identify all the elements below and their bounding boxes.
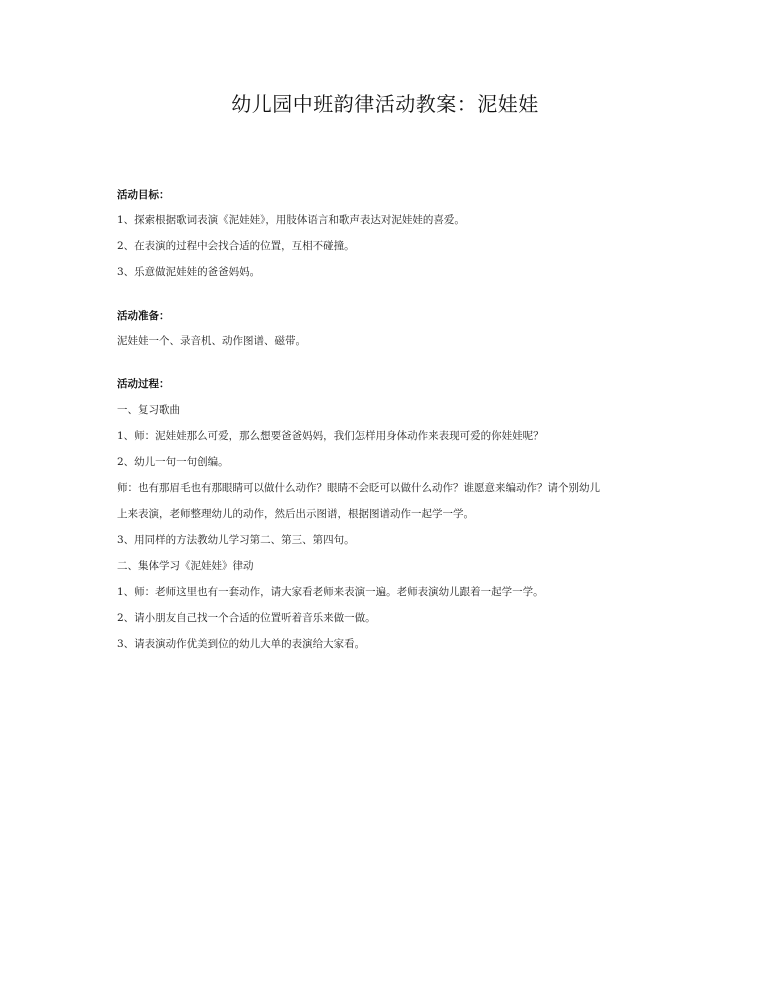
process-line: 二、集体学习《泥娃娃》律动 <box>117 560 254 572</box>
process-line: 1、师：泥娃娃那么可爱，那么想要爸爸妈妈，我们怎样用身体动作来表现可爱的你娃娃呢？ <box>117 430 544 442</box>
process-line: 3、请表演动作优美到位的幼儿大单的表演给大家看。 <box>117 638 366 650</box>
prep-heading: 活动准备： <box>117 310 170 322</box>
process-line: 1、师：老师这里也有一套动作，请大家看老师来表演一遍。老师表演幼儿跟着一起学一学。 <box>117 586 544 598</box>
document-title: 幼儿园中班韵律活动教案：泥娃娃 <box>231 92 539 116</box>
goals-heading: 活动目标： <box>117 189 170 201</box>
goal-item: 2、在表演的过程中会找合适的位置，互相不碰撞。 <box>117 240 355 252</box>
prep-text: 泥娃娃一个、录音机、动作图谱、磁带。 <box>117 335 306 347</box>
process-line: 师：也有那眉毛也有那眼睛可以做什么动作？眼睛不会眨可以做什么动作？谁愿意来编动作？请个别幼儿 <box>117 482 600 494</box>
process-line: 2、幼儿一句一句创编。 <box>117 456 229 468</box>
process-line: 上来表演，老师整理幼儿的动作，然后出示图谱，根据图谱动作一起学一学。 <box>117 508 474 520</box>
process-line: 3、用同样的方法教幼儿学习第二、第三、第四句。 <box>117 534 355 546</box>
goal-item: 3、乐意做泥娃娃的爸爸妈妈。 <box>117 266 261 278</box>
goal-item: 1、探索根据歌词表演《泥娃娃》，用肢体语言和歌声表达对泥娃娃的喜爱。 <box>117 214 465 226</box>
process-line: 2、请小朋友自己找一个合适的位置听着音乐来做一做。 <box>117 612 376 624</box>
process-heading: 活动过程： <box>117 378 170 390</box>
process-line: 一、复习歌曲 <box>117 404 180 416</box>
